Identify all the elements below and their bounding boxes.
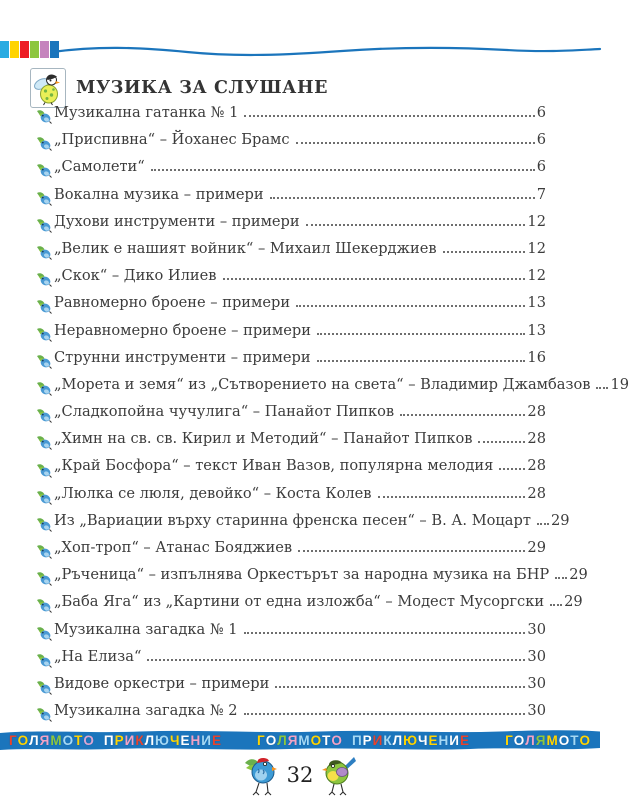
toc-entry-label: „Сладкопойна чучулига“ – Панайот Пипков (54, 403, 395, 421)
dotted-leader (537, 523, 549, 525)
toc-entry-page: 6 (536, 131, 546, 149)
dotted-leader (400, 414, 525, 416)
toc-entry-label: „Скок“ – Дико Илиев (54, 267, 217, 285)
banner-letter: Ю (155, 732, 170, 748)
banner-letter: Л (277, 732, 288, 748)
toc-row (36, 593, 583, 620)
toc-entry-page: 30 (527, 674, 546, 692)
toc-entry-label: „Приспивна“ – Йоханес Брамс (54, 131, 290, 149)
toc-entry-label: Неравномерно броене – примери (54, 321, 311, 339)
toc-row (36, 213, 546, 240)
color-square (30, 41, 39, 58)
banner-letter: О (83, 732, 95, 748)
bird-bullet-icon (36, 192, 54, 210)
banner-segment (505, 733, 591, 748)
toc-row (36, 539, 546, 566)
toc-entry-page: 13 (527, 321, 546, 339)
bird-bullet-icon (36, 164, 54, 182)
toc-entry-page: 6 (536, 104, 546, 121)
bird-bullet-icon (36, 518, 54, 536)
bird-bullet-icon (36, 328, 54, 346)
dotted-leader (317, 333, 525, 335)
banner-letter: К (135, 732, 145, 748)
bird-bullet-icon (36, 545, 54, 563)
color-square (40, 41, 49, 58)
banner-letter: Л (29, 732, 40, 748)
blue-bird-icon (244, 754, 278, 796)
banner-letter: Т (74, 732, 84, 748)
toc-entry-page: 28 (527, 403, 546, 421)
toc-row (36, 322, 546, 349)
color-squares-strip (0, 41, 59, 58)
toc-row (36, 186, 546, 213)
bird-bullet-icon (36, 654, 54, 672)
banner-letter: Е (211, 732, 222, 748)
toc-row (36, 349, 546, 376)
toc-entry-page: 28 (527, 430, 546, 448)
page-number: 32 (286, 763, 314, 787)
dotted-leader (317, 360, 526, 362)
toc-entry-page: 28 (527, 457, 546, 475)
toc-entry-page: 30 (527, 702, 546, 720)
toc-row (36, 621, 546, 648)
dotted-leader (478, 441, 525, 443)
toc-entry-page: 29 (564, 593, 583, 611)
dotted-leader (499, 468, 525, 470)
toc-entry-page: 28 (527, 484, 546, 502)
banner-letter: О (558, 732, 571, 748)
toc-row (36, 675, 546, 702)
bird-bullet-icon (36, 572, 54, 590)
dotted-leader (151, 169, 535, 171)
bird-bullet-icon (36, 273, 54, 291)
dotted-leader (270, 197, 535, 199)
bird-bullet-icon (36, 219, 54, 237)
banner-letter: О (62, 732, 75, 748)
dotted-leader (223, 278, 526, 280)
dotted-leader (306, 224, 526, 226)
toc-entry-label: „Хоп-троп“ – Атанас Бояджиев (54, 539, 293, 556)
toc-entry-label: „Край Босфора“ – текст Иван Вазов, популярна мелодия (54, 457, 494, 475)
toc-entry-label: „Люлка се люля, девойко“ – Коста Колев (54, 484, 372, 502)
bird-bullet-icon (36, 708, 54, 726)
toc-entry-page: 6 (536, 158, 546, 176)
toc-entry-label: „Ръченица“ – изпълнява Оркестърът за народна музика на БНР (54, 566, 550, 584)
color-square (0, 41, 9, 58)
bird-bullet-icon (36, 409, 54, 427)
banner-letter: Е (428, 732, 439, 748)
banner-letter: Т (570, 732, 580, 748)
banner-letter: Ч (418, 732, 429, 748)
banner-letter: Е (459, 732, 470, 748)
toc-entry-label: „Химн на св. св. Кирил и Методий“ – Панайот Пипков (54, 430, 473, 448)
toc-row (36, 566, 588, 593)
toc-row (36, 267, 546, 294)
banner-letter: Н (190, 732, 202, 748)
banner-letter: П (103, 732, 115, 748)
toc-entry-page: 7 (536, 185, 546, 203)
banner-letter: О (265, 732, 278, 748)
toc-entry-label: „Велик е нашият войник“ – Михаил Шекерджиев (54, 239, 437, 257)
toc-entry-label: „Морета и земя“ из „Сътворението на света“ – Владимир Джамбазов (54, 375, 591, 393)
dotted-leader (443, 251, 526, 253)
toc-entry-page: 30 (527, 620, 546, 638)
bird-bullet-icon (36, 110, 54, 128)
bird-bullet-icon (36, 491, 54, 509)
bird-bullet-icon (36, 464, 54, 482)
toc-entry-label: Струнни инструменти – примери (54, 348, 311, 366)
wavy-line-decoration (52, 42, 600, 60)
bee-mascot-icon (30, 68, 66, 108)
toc-entry-label: Духови инструменти – примери (54, 212, 300, 230)
banner-letter: Н (438, 732, 450, 748)
toc-entry-label: „Самолети“ (54, 158, 145, 176)
dotted-leader (244, 115, 534, 117)
banner-letter: Ю (403, 732, 419, 748)
toc-entry-label: Музикална загадка № 1 (54, 620, 238, 638)
banner-letter: Е (180, 732, 191, 748)
toc-row (36, 457, 546, 484)
banner-letter: М (546, 732, 559, 748)
dotted-leader (275, 686, 525, 688)
dotted-leader (378, 496, 526, 498)
toc-row (36, 485, 546, 512)
toc-entry-label: Музикална гатанка № 1 (54, 104, 239, 121)
banner-letter: Ч (169, 732, 181, 748)
bird-bullet-icon (36, 436, 54, 454)
dotted-leader (244, 713, 526, 715)
banner-letter: О (17, 732, 30, 748)
dotted-leader (147, 659, 525, 661)
toc-entry-page: 19 (610, 375, 629, 393)
toc-entry-page: 29 (569, 566, 588, 584)
banner-letter: Я (535, 732, 547, 748)
toc-row (36, 240, 546, 267)
bird-bullet-icon (36, 599, 54, 617)
color-square (10, 41, 19, 58)
banner-letter: И (124, 732, 136, 748)
bird-bullet-icon (36, 246, 54, 264)
banner-letter: Г (9, 732, 18, 748)
dotted-leader (244, 632, 526, 634)
green-bird-icon (322, 754, 356, 796)
toc-row (36, 375, 629, 403)
banner-letter: О (310, 732, 323, 748)
banner-letter: Я (39, 732, 51, 748)
page-title: МУЗИКА ЗА СЛУШАНЕ (76, 78, 329, 98)
banner-letter: П (351, 732, 363, 748)
toc-row (36, 104, 546, 131)
banner-text (0, 727, 600, 753)
bottom-banner (0, 727, 600, 753)
bird-bullet-icon (36, 300, 54, 318)
dotted-leader (298, 550, 525, 552)
toc-entry-label: Музикална загадка № 2 (54, 702, 238, 720)
toc-entry-label: „На Елиза“ (54, 647, 142, 665)
bird-bullet-icon (36, 355, 54, 373)
toc-row (36, 511, 570, 539)
toc-entry-page: 13 (527, 294, 546, 312)
dotted-leader (296, 142, 535, 144)
banner-letter: М (298, 732, 311, 748)
toc-row (36, 430, 546, 457)
bird-bullet-icon (36, 382, 54, 400)
banner-letter: Р (114, 732, 125, 748)
banner-letter: О (579, 732, 591, 748)
banner-letter: Г (505, 732, 514, 748)
bird-bullet-icon (36, 681, 54, 699)
bird-bullet-icon (36, 627, 54, 645)
toc-entry-label: Вокална музика – примери (54, 185, 264, 203)
banner-letter: К (383, 732, 393, 748)
toc-entry-label: Равномерно броене – примери (54, 294, 291, 312)
banner-letter: Л (525, 732, 536, 748)
dotted-leader (550, 604, 562, 606)
page-footer (0, 754, 600, 796)
toc-row (36, 403, 546, 430)
banner-letter: Л (392, 732, 404, 748)
banner-segment (9, 733, 222, 748)
banner-letter: И (201, 732, 212, 748)
banner-letter: О (513, 732, 526, 748)
dotted-leader (296, 305, 525, 307)
banner-letter (343, 733, 352, 748)
banner-letter (95, 733, 104, 748)
banner-letter: И (449, 732, 460, 748)
banner-letter: Я (287, 732, 299, 748)
toc-entry-page: 12 (527, 212, 546, 230)
toc-row (36, 131, 546, 158)
toc-entry-page: 12 (527, 239, 546, 257)
section-header (30, 68, 328, 108)
banner-letter: Л (144, 732, 156, 748)
toc-entry-label: Видове оркестри – примери (54, 674, 270, 692)
banner-segment (257, 733, 470, 748)
toc-row (36, 294, 546, 321)
toc-entry-page: 29 (527, 539, 546, 556)
banner-letter: Р (362, 732, 373, 748)
toc-entry-label: Из „Вариации върху старинна френска песен“ – В. А. Моцарт (54, 511, 531, 529)
banner-letter: М (50, 732, 63, 748)
toc-entry-page: 12 (527, 267, 546, 285)
banner-letter: Т (322, 732, 332, 748)
bird-bullet-icon (36, 137, 54, 155)
toc-row (36, 648, 546, 675)
toc-list (0, 104, 629, 729)
toc-row (36, 702, 546, 729)
toc-entry-page: 29 (550, 511, 570, 529)
color-square (20, 41, 29, 58)
banner-letter: Г (257, 732, 266, 748)
toc-row (36, 158, 546, 185)
dotted-leader (555, 577, 567, 579)
toc-entry-label: „Баба Яга“ из „Картини от една изложба“ – Модест Мусоргски (54, 593, 545, 611)
toc-entry-page: 30 (527, 647, 546, 665)
banner-letter: И (372, 732, 384, 748)
toc-entry-page: 16 (527, 348, 546, 366)
dotted-leader (596, 387, 608, 389)
banner-letter: О (331, 732, 343, 748)
